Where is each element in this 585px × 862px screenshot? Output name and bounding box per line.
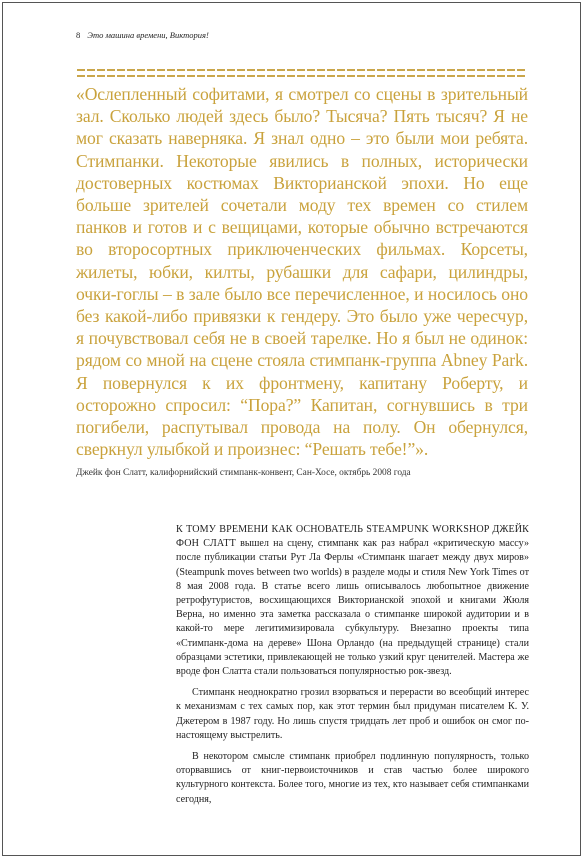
body-text — [176, 523, 529, 807]
body-paragraph-2: Стимпанк неоднократно грозил взорваться и перерасти во всеобщий интерес к механизмам с тех самых пор, как этот термин был придуман писателем К. У. Джетером в 1987 году. Но лишь спустя тридцать лет проб и ошибок он смог по-настоящему выстрелить. — [176, 687, 529, 741]
page-number: 8 — [76, 30, 81, 40]
body-paragraph-3: В некотором смысле стимпанк приобрел подлинную популярность, только оторвавшись от книг-первоисточников и став частью более широкого культурного контекста. Более того, многие из тех, кто называет себя стимпанками сегодня, — [176, 751, 529, 805]
ornament-pattern — [77, 69, 527, 77]
body-paragraph-1-text: вышел на сцену, стимпанк как раз набрал «критическую массу» после публикации статьи Рут Ла Ферлы «Стимпанк шагает между двух миров» (Steampunk moves between two worlds) в разделе моды и стиля New York Times от 8 мая 2008 года. В статье всего лишь описывалось любопытное движение ретрофутуристов, восхищающихся Викторианской эпохой и книгами Жюля Верна, но именно эта заметка рассказала о стимпанке широкой аудитории и в какой-то мере легитимизировала субкультуру. Внезапно проекты типа «Стимпанк-дома на дереве» Шона Орландо (на предыдущей странице) стали образцами эстетики, привлекающей не только узкий круг ценителей. Мастера же вроде фон Слатта стали пользоваться популярностью рок-звезд. — [176, 538, 529, 678]
quote-attribution: Джейк фон Слатт, калифорнийский стимпанк-конвент, Сан-Хосе, октябрь 2008 года — [76, 468, 411, 478]
epigraph-quote: «Ослепленный софитами, я смотрел со сцены в зрительный зал. Сколько людей здесь было? Тысяча? Пять тысяч? Я не мог сказать наверняка. Я знал одно – это были мои ребята. Стимпанки. Некоторые явились в полных, исторически достоверных костюмах Викторианской эпохи. Но еще больше зрителей сочетали моду тех времен со стилем панков и готов и с вещицами, которые обычно встречаются во второсортных приключенческих фильмах. Корсеты, жилеты, юбки, килты, рубашки для сафари, цилиндры, очки-гоглы – в зале было все перечисленное, и носилось оно без какой-либо привязки к гендеру. Это было уже чересчур, я почувствовал себя не в своей тарелке. Но я был не одинок: рядом со мной на сцене стояла стимпанк-группа Abney Park. Я повернулся к их фронтмену, капитану Роберту, и осторожно спросил: “Пора?” Капитан, согнувшись в три погибели, распутывал провода на полу. Он обернулся, сверкнул улыбкой и произнес: “Решать тебе!”». — [76, 84, 528, 460]
book-page — [2, 2, 581, 856]
lead-in-caps: К ТОМУ ВРЕМЕНИ КАК ОСНОВАТЕЛЬ STEAMPUNK WORKSHOP ДЖЕЙК ФОН СЛАТТ — [176, 524, 529, 550]
decorative-border-ornament — [77, 69, 527, 77]
body-paragraph-1 — [176, 523, 529, 679]
running-head-title: Это машина времени, Виктория! — [87, 30, 209, 40]
running-head — [76, 30, 209, 40]
